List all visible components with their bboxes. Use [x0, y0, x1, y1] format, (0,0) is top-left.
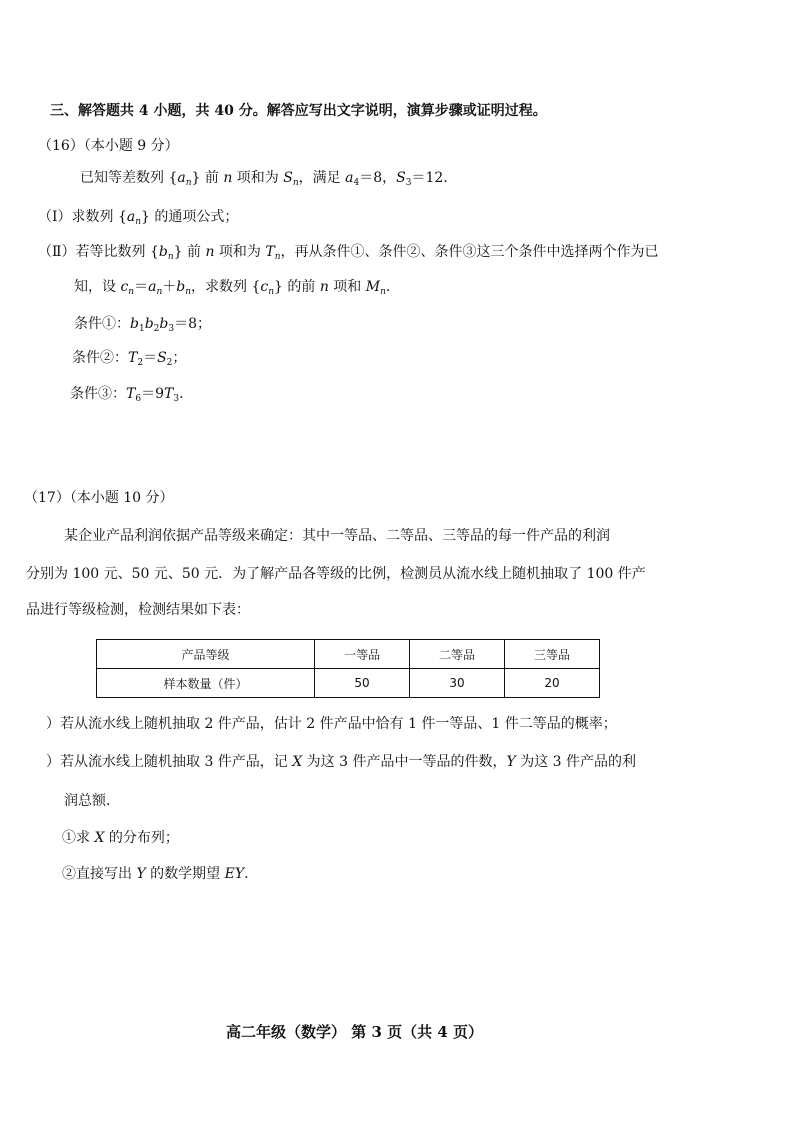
q17-number: （17）（本小题 10 分） [24, 490, 174, 506]
table-header-cell: 二等品 [410, 640, 505, 669]
q16-condition-1: 条件①：$b_1b_2b_3=8$； [74, 316, 212, 334]
table-header-cell: 三等品 [505, 640, 600, 669]
q17-sub-1: ①求 X 的分布列； [62, 830, 179, 846]
q17-part2-line2: 润总额． [64, 793, 120, 809]
q17-sub-2: ②直接写出 Y 的数学期望 EY. [62, 866, 249, 882]
q17-paragraph-2: 分别为 100 元、50 元、50 元．为了解产品各等级的比例，检测员从流水线上随机抽取了 100 件产 [26, 566, 646, 582]
table-row [97, 669, 600, 698]
q16-condition-3: 条件③：$T_6=9T_3$. [70, 386, 184, 404]
page-footer: 高二年级（数学） 第 3 页（共 4 页） [226, 1023, 483, 1041]
q16-number: （16）（本小题 9 分） [38, 138, 179, 154]
q16-part1: （Ⅰ）求数列 $\{a_n\}$ 的通项公式； [38, 209, 239, 227]
table-row-label: 样本数量（件） [97, 669, 315, 698]
q16-condition-2: 条件②：$T_2=S_2$； [72, 350, 187, 368]
q16-part2-line1: （Ⅱ）若等比数列 $\{b_n\}$ 前 n 项和为 $T_n$，再从条件①、条件②、条件③这三个条件中选择两个作为已 [38, 244, 659, 262]
q17-part2-line1: ）若从流水线上随机抽取 3 件产品，记 X 为这 3 件产品中一等品的件数，Y 为这 3 件产品的利 [46, 754, 637, 770]
q16-stem: 已知等差数列 $\{a_n\}$ 前 n 项和为 $S_n$，满足 $a_4=8$，$S_3=12$. [80, 170, 448, 188]
q17-paragraph-1: 某企业产品利润依据产品等级来确定：其中一等品、二等品、三等品的每一件产品的利润 [64, 528, 610, 544]
section-heading: 三、解答题共 4 小题，共 40 分。解答应写出文字说明，演算步骤或证明过程。 [50, 103, 547, 119]
q16-part2-line2: 知，设 $c_n=a_n+b_n$，求数列 $\{c_n\}$ 的前 n 项和 $M_n$. [74, 279, 391, 297]
table-cell: 20 [505, 669, 600, 698]
table-header-cell: 一等品 [315, 640, 410, 669]
table-cell: 50 [315, 669, 410, 698]
table-cell: 30 [410, 669, 505, 698]
grade-table [96, 639, 600, 698]
table-header-row [97, 640, 600, 669]
q17-part1: ）若从流水线上随机抽取 2 件产品，估计 2 件产品中恰有 1 件一等品、1 件二等品的概率； [46, 716, 617, 732]
table-header-cell: 产品等级 [97, 640, 315, 669]
q17-paragraph-3: 品进行等级检测，检测结果如下表： [26, 602, 250, 618]
